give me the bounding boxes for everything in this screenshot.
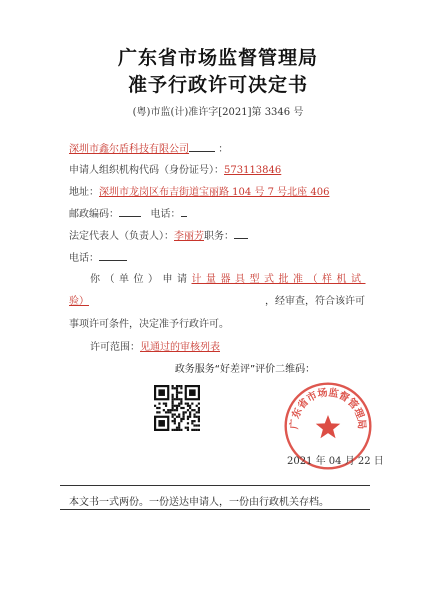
legal-rep-label: 法定代表人（负责人）： bbox=[69, 231, 174, 242]
org-code-value: 573113846 bbox=[224, 165, 282, 176]
company-colon: ： bbox=[218, 144, 229, 155]
footer-note: 本文书一式两份。一份送达申请人，一份由行政机关存档。 bbox=[69, 497, 329, 508]
position-blank bbox=[234, 228, 248, 239]
body-line-3: 事项许可条件，决定准予行政许可。 bbox=[69, 319, 229, 330]
body-line-2 bbox=[69, 292, 365, 307]
address-label: 地址： bbox=[69, 187, 99, 198]
footer-rule-top bbox=[60, 485, 370, 486]
phone-label: 电话： bbox=[69, 253, 99, 264]
application-item-part1: 计量器具型式批准（样机试 bbox=[191, 274, 366, 285]
org-code-line bbox=[69, 161, 281, 176]
seal-text: 广东省市场监督管理局 bbox=[289, 387, 367, 430]
seal-star-icon bbox=[316, 415, 340, 438]
document-number: (粤)市监(计)准许字[2021]第 3346 号 bbox=[132, 107, 304, 118]
evaluation-qr-code[interactable] bbox=[154, 385, 200, 431]
phone-line bbox=[69, 249, 127, 264]
evaluation-qr-caption: 政务服务“好差评”评价二维码： bbox=[174, 364, 316, 375]
footer-rule-bottom bbox=[60, 509, 370, 510]
phone-blank bbox=[99, 250, 127, 261]
company-underline bbox=[189, 141, 215, 152]
tel-blank bbox=[181, 206, 187, 217]
applicant-company-line bbox=[69, 140, 228, 155]
scope-value: 见通过的审核列表 bbox=[140, 342, 220, 353]
zip-blank bbox=[119, 206, 141, 217]
position-label: 职务： bbox=[204, 231, 234, 242]
scope-label: 许可范围： bbox=[90, 342, 140, 353]
address-value: 深圳市龙岗区布吉街道宝丽路 104 号 7 号北座 406 bbox=[99, 187, 330, 198]
issue-date: 2021 年 04 月 22 日 bbox=[287, 456, 384, 467]
issuer-title: 广东省市场监督管理局 bbox=[117, 47, 318, 69]
legal-rep-line bbox=[69, 227, 248, 242]
address-line bbox=[69, 183, 329, 198]
document-title: 准予行政许可决定书 bbox=[127, 74, 308, 96]
body-after-item: ，经审查，符合该许可 bbox=[265, 296, 365, 307]
applicant-company: 深圳市鑫尔盾科技有限公司 bbox=[69, 144, 189, 155]
body-line-1 bbox=[90, 270, 372, 285]
zip-label: 邮政编码： bbox=[69, 209, 119, 220]
tel-label: 电话： bbox=[150, 209, 181, 220]
body-prefix: 你（单位）申请 bbox=[90, 274, 192, 285]
zip-line bbox=[69, 205, 187, 220]
org-code-label: 申请人组织机构代码（身份证号）： bbox=[69, 165, 224, 176]
application-item-part2: 验） bbox=[69, 296, 89, 307]
legal-rep-value: 李丽芳 bbox=[174, 231, 204, 242]
scope-line bbox=[90, 338, 275, 353]
